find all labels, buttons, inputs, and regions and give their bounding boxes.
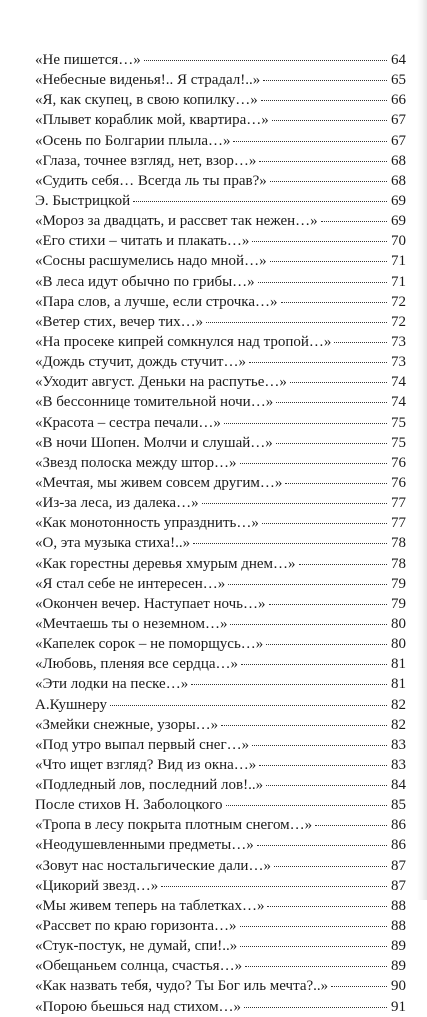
toc-entry [35,493,406,513]
toc-entry-page-number: 78 [391,555,406,572]
dot-leader [285,482,387,484]
dot-leader [230,623,387,625]
dot-leader [224,422,387,424]
toc-entry-title: «Пара слов, а лучше, если строчка…» [35,293,278,310]
dot-leader [259,764,387,766]
dot-leader [315,824,387,826]
toc-entry-page-number: 74 [391,374,406,391]
toc-entry [35,835,406,855]
toc-entry [35,332,406,352]
toc-entry [35,231,406,251]
dot-leader [266,784,387,786]
toc-entry [35,251,406,271]
toc-entry-title: «Я, как скупец, в свою копилку…» [35,92,258,109]
toc-entry-title: «Красота – сестра печали…» [35,414,221,431]
dot-leader [267,905,387,907]
toc-entry-title: «Звезд полоска между штор…» [35,454,237,471]
toc-entry-page-number: 72 [391,293,406,310]
toc-entry-page-number: 83 [391,736,406,753]
toc-entry [35,997,406,1017]
toc-entry [35,131,406,151]
toc-entry-page-number: 75 [391,414,406,431]
toc-entry-title: «Уходит август. Деньки на распутье…» [35,374,287,391]
toc-entry [35,191,406,211]
dot-leader [191,683,387,685]
dot-leader [144,59,387,61]
dot-leader [221,724,387,726]
dot-leader [241,663,387,665]
toc-entry [35,312,406,332]
toc-entry [35,110,406,130]
toc-entry [35,554,406,574]
dot-leader [331,985,387,987]
toc-entry-title: «Плывет кораблик мой, квартира…» [35,112,269,129]
toc-entry-page-number: 89 [391,938,406,955]
dot-leader [259,160,387,162]
toc-entry-page-number: 87 [391,857,406,874]
toc-entry-title: «Тропа в лесу покрыта плотным снегом…» [35,817,313,834]
toc-entry-page-number: 69 [391,213,406,230]
toc-entry [35,916,406,936]
toc-entry-title: «Из-за леса, из далека…» [35,495,199,512]
toc-entry-page-number: 68 [391,152,406,169]
toc-entry-page-number: 83 [391,756,406,773]
toc-entry-page-number: 71 [391,253,406,270]
toc-entry-title: «Мечтаешь ты о неземном…» [35,615,228,632]
dot-leader [334,341,387,343]
toc-entry-page-number: 73 [391,333,406,350]
toc-entry-title: «Что ищет взгляд? Вид из окна…» [35,756,257,773]
toc-entry-page-number: 78 [391,535,406,552]
dot-leader [263,79,387,81]
toc-entry [35,392,406,412]
toc-entry-title: «Глаза, точнее взгляд, нет, взор…» [35,152,257,169]
toc-entry [35,533,406,553]
toc-entry [35,171,406,191]
toc-entry [35,272,406,292]
toc-entry-page-number: 77 [391,495,406,512]
toc-entry [35,413,406,433]
toc-entry-page-number: 82 [391,696,406,713]
toc-entry [35,574,406,594]
toc-entry-title: «Неодушевленными предметы…» [35,837,254,854]
toc-entry-title: «Мы живем теперь на таблетках…» [35,897,265,914]
dot-leader [240,462,387,464]
toc-entry-title: «О, эта музыка стиха!..» [35,535,191,552]
toc-entry-title: «Судить себя… Всегда ль ты прав?» [35,172,267,189]
toc-entry-page-number: 89 [391,958,406,975]
dot-leader [257,844,387,846]
toc-entry-title: «Не пишется…» [35,52,141,68]
dot-leader [228,583,387,585]
toc-entry-page-number: 84 [391,777,406,794]
dot-leader [244,1006,387,1008]
toc-entry-page-number: 76 [391,454,406,471]
toc-entry [35,90,406,110]
toc-entry [35,795,406,815]
toc-entry-title: «Под утро выпал первый снег…» [35,736,250,753]
toc-entry-page-number: 81 [391,656,406,673]
dot-leader [252,744,387,746]
toc-entry [35,856,406,876]
toc-entry-title: «Небесные виденья!.. Я страдал!..» [35,72,261,89]
dot-leader [269,603,387,605]
toc-entry [35,956,406,976]
toc-entry [35,654,406,674]
toc-entry [35,755,406,775]
dot-leader [262,522,387,524]
dot-leader [261,99,387,101]
toc-entry-title: «Как монотонность упразднить…» [35,515,259,532]
dot-leader [290,381,387,383]
toc-entry-title: «Рассвет по краю горизонта…» [35,918,237,935]
toc-entry [35,292,406,312]
toc-entry-title: «На просеке кипрей сомкнулся над тропой…» [35,333,332,350]
dot-leader [161,885,387,887]
toc-entry-title: «Змейки снежные, узоры…» [35,716,219,733]
toc-entry-title: После стихов Н. Заболоцкого [35,797,223,814]
toc-entry-title: Э. Быстрицкой [35,192,131,209]
toc-entry-page-number: 71 [391,273,406,290]
toc-entry [35,735,406,755]
toc-entry-page-number: 76 [391,474,406,491]
toc-entry-page-number: 72 [391,313,406,330]
dot-leader [266,643,387,645]
dot-leader [252,240,387,242]
toc-entry-page-number: 73 [391,354,406,371]
toc-entry [35,674,406,694]
toc-entry-page-number: 80 [391,636,406,653]
dot-leader [274,865,387,867]
toc-entry-page-number: 70 [391,233,406,250]
toc-entry-page-number: 82 [391,716,406,733]
toc-entry-page-number: 67 [391,112,406,129]
dot-leader [193,542,387,544]
toc-entry [35,896,406,916]
toc-entry-page-number: 88 [391,897,406,914]
toc-entry-title: «Его стихи – читать и плакать…» [35,233,250,250]
toc-entry-page-number: 75 [391,434,406,451]
toc-entry-page-number: 85 [391,797,406,814]
toc-entry [35,50,406,70]
table-of-contents [35,50,406,1017]
toc-entry [35,775,406,795]
toc-entry-title: «В ночи Шопен. Молчи и слушай…» [35,434,273,451]
toc-entry-title: «Любовь, пленяя все сердца…» [35,656,239,673]
dot-leader [276,442,387,444]
toc-entry [35,634,406,654]
dot-leader [240,925,387,927]
toc-entry-page-number: 87 [391,877,406,894]
toc-entry-page-number: 74 [391,394,406,411]
toc-entry [35,614,406,634]
toc-entry-page-number: 86 [391,837,406,854]
dot-leader [272,119,387,121]
toc-entry-page-number: 64 [391,52,406,68]
toc-entry-page-number: 91 [391,998,406,1015]
toc-entry-title: «Окончен вечер. Наступает ночь…» [35,595,266,612]
toc-entry-page-number: 77 [391,515,406,532]
toc-entry [35,936,406,956]
toc-entry-page-number: 90 [391,978,406,995]
toc-entry-title: «Дождь стучит, дождь стучит…» [35,354,246,371]
toc-entry-title: «Мороз за двадцать, и рассвет так нежен…» [35,213,318,230]
toc-entry-title: «Капелек сорок – не поморщусь…» [35,636,264,653]
toc-entry [35,151,406,171]
toc-entry [35,594,406,614]
toc-entry-page-number: 88 [391,918,406,935]
toc-entry-title: А.Кушнеру [35,696,107,713]
toc-entry-title: «Осень по Болгарии плыла…» [35,132,231,149]
toc-entry [35,352,406,372]
dot-leader [258,281,387,283]
dot-leader [226,804,387,806]
toc-entry-title: «Обещаньем солнца, счастья…» [35,958,243,975]
toc-entry-page-number: 66 [391,92,406,109]
toc-entry-title: «Порою бьешься над стихом…» [35,998,242,1015]
toc-entry [35,433,406,453]
toc-entry-page-number: 80 [391,615,406,632]
toc-entry-title: «Ветер стих, вечер тих…» [35,313,204,330]
dot-leader [281,301,388,303]
toc-entry-title: «Зовут нас ностальгические дали…» [35,857,271,874]
toc-entry [35,70,406,90]
toc-entry-page-number: 79 [391,595,406,612]
dot-leader [245,965,387,967]
toc-entry [35,715,406,735]
toc-entry [35,513,406,533]
toc-entry [35,695,406,715]
toc-entry [35,976,406,996]
toc-entry [35,372,406,392]
toc-entry-page-number: 79 [391,575,406,592]
page-edge-shadow [417,0,427,900]
toc-entry-title: «Мечтая, мы живем совсем другим…» [35,474,283,491]
toc-entry [35,876,406,896]
dot-leader [202,502,387,504]
dot-leader [299,563,387,565]
dot-leader [270,260,387,262]
toc-entry-title: «Как горестны деревья хмурым днем…» [35,555,296,572]
toc-entry-title: «В леса идут обычно по грибы…» [35,273,255,290]
dot-leader [233,140,387,142]
dot-leader [249,361,387,363]
toc-entry-page-number: 68 [391,172,406,189]
dot-leader [206,321,387,323]
dot-leader [321,220,387,222]
toc-entry-title: «Стук-постук, не думай, спи!..» [35,938,238,955]
toc-entry-page-number: 81 [391,676,406,693]
toc-entry-title: «Сосны расшумелись надо мной…» [35,253,267,270]
toc-entry-title: «Эти лодки на песке…» [35,676,189,693]
dot-leader [276,401,387,403]
toc-entry-title: «Как назвать тебя, чудо? Ты Бог иль мечта?..» [35,978,329,995]
toc-entry-page-number: 67 [391,132,406,149]
toc-entry-title: «В бессоннице томительной ночи…» [35,394,274,411]
toc-entry-title: «Цикорий звезд…» [35,877,159,894]
dot-leader [240,945,387,947]
toc-entry [35,473,406,493]
toc-entry-page-number: 86 [391,817,406,834]
toc-entry-page-number: 69 [391,192,406,209]
toc-entry-title: «Подледный лов, последний лов!..» [35,777,264,794]
dot-leader [270,180,387,182]
dot-leader [110,704,387,706]
toc-entry-title: «Я стал себе не интересен…» [35,575,226,592]
toc-entry-page-number: 65 [391,72,406,89]
toc-entry [35,453,406,473]
dot-leader [133,200,387,202]
toc-entry [35,815,406,835]
toc-entry [35,211,406,231]
